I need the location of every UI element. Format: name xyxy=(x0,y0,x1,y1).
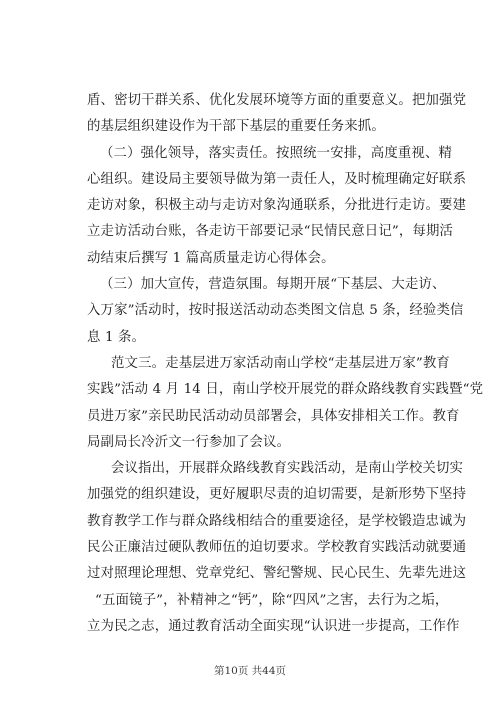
text-line: （二）强化领导，落实责任。按照统一安排，高度重视、精 xyxy=(100,145,453,161)
text-line: 教育教学工作与群众路线相结合的重要途径，是学校锻造忠诚为 xyxy=(87,513,467,529)
text-line: 过对照理论理想、党章党纪、警纪警规、民心民生、先辈先进这 xyxy=(87,566,467,582)
text-line: 走访对象，积极主动与走访对象沟通联系，分批进行走访。要建 xyxy=(87,198,467,214)
text-line: 员进万家”亲民助民活动动员部署会，具体安排相关工作。教育 xyxy=(87,408,460,424)
text-line: 加强党的组织建设，更好履职尽责的迫切需要，是新形势下坚持 xyxy=(87,487,467,503)
page-number-footer: 第10页 共44页 xyxy=(213,665,287,677)
text-line: 局副局长冷沂文一行参加了会议。 xyxy=(87,434,291,450)
text-line: （三）加大宣传，营造氛围。每期开展“下基层、大走访、 xyxy=(100,277,446,293)
text-line: “五面镜子”，补精神之“钙”，除“四风”之害，去行为之垢， xyxy=(95,592,449,608)
text-line: 立走访活动台账，各走访干部要记录“民情民意日记”，每期活 xyxy=(87,224,454,240)
text-line: 心组织。建设局主要领导做为第一责任人，及时梳理确定好联系 xyxy=(87,171,467,187)
text-line: 实践”活动 4 月 14 日，南山学校开展党的群众路线教育实践暨“党 xyxy=(87,382,484,398)
text-line: 的基层组织建设作为干部下基层的重要任务来抓。 xyxy=(87,119,385,135)
text-line: 会议指出，开展群众路线教育实践活动，是南山学校关切实 xyxy=(111,461,464,477)
text-line: 动结束后撰写 1 篇高质量走访心得体会。 xyxy=(87,250,335,266)
text-line: 盾、密切干群关系、优化发展环境等方面的重要意义。把加强党 xyxy=(87,93,467,108)
document-body xyxy=(87,88,484,640)
text-line: 息 1 条。 xyxy=(87,329,146,345)
text-line: 入万家”活动时，按时报送活动动态类图文信息 5 条，经验类信 xyxy=(87,303,464,319)
text-line: 立为民之志，通过教育活动全面实现“认识进一步提高，工作作 xyxy=(87,618,460,634)
text-line: 范文三。走基层进万家活动南山学校“走基层进万家”教育 xyxy=(111,355,450,371)
text-line: 民公正廉洁过硬队教师伍的迫切要求。学校教育实践活动就要通 xyxy=(87,540,467,556)
